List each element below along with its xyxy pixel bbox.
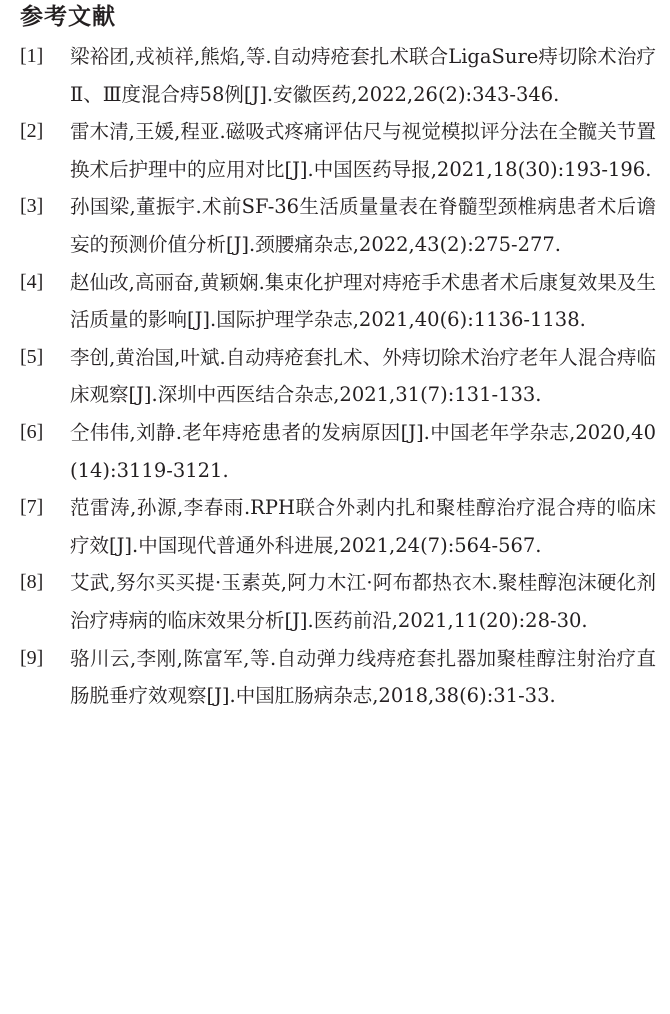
reference-item bbox=[20, 264, 656, 339]
reference-item bbox=[20, 640, 656, 715]
reference-number: [6] bbox=[20, 420, 44, 443]
reference-text: 仝伟伟,刘静.老年痔疮患者的发病原因[J].中国老年学杂志,2020,40(14):3119-3121. bbox=[70, 420, 656, 482]
reference-text: 孙国梁,董振宇.术前SF-36生活质量量表在脊髓型颈椎病患者术后谵妄的预测价值分析[J].颈腰痛杂志,2022,43(2):275-277. bbox=[70, 195, 656, 256]
reference-item bbox=[20, 564, 656, 639]
reference-item bbox=[20, 414, 656, 489]
reference-text: 骆川云,李刚,陈富军,等.自动弹力线痔疮套扎器加聚桂醇注射治疗直肠脱垂疗效观察[J].中国肛肠病杂志,2018,38(6):31-33. bbox=[70, 646, 656, 708]
reference-number: [8] bbox=[20, 571, 44, 594]
reference-list bbox=[20, 38, 656, 715]
reference-item bbox=[20, 489, 656, 564]
reference-text: 艾武,努尔买买提·玉素英,阿力木江·阿布都热衣木.聚桂醇泡沫硬化剂治疗痔病的临床效果分析[J].医药前沿,2021,11(20):28-30. bbox=[70, 571, 656, 632]
reference-item bbox=[20, 113, 656, 188]
reference-text: 李创,黄治国,叶斌.自动痔疮套扎术、外痔切除术治疗老年人混合痔临床观察[J].深圳中西医结合杂志,2021,31(7):131-133. bbox=[70, 345, 656, 407]
reference-text: 赵仙改,高丽奋,黄颖娴.集束化护理对痔疮手术患者术后康复效果及生活质量的影响[J].国际护理学杂志,2021,40(6):1136-1138. bbox=[70, 270, 656, 332]
reference-number: [3] bbox=[20, 195, 44, 218]
reference-item bbox=[20, 339, 656, 414]
reference-text: 范雷涛,孙源,李春雨.RPH联合外剥内扎和聚桂醇治疗混合痔的临床疗效[J].中国现代普通外科进展,2021,24(7):564-567. bbox=[70, 496, 656, 557]
reference-number: [5] bbox=[20, 345, 44, 368]
reference-text: 雷木清,王媛,程亚.磁吸式疼痛评估尺与视觉模拟评分法在全髋关节置换术后护理中的应用对比[J].中国医药导报,2021,18(30):193-196. bbox=[70, 120, 656, 181]
reference-number: [9] bbox=[20, 646, 44, 669]
reference-number: [7] bbox=[20, 496, 44, 519]
reference-item bbox=[20, 38, 656, 113]
reference-number: [1] bbox=[20, 45, 44, 67]
section-heading: 参考文献 bbox=[20, 4, 116, 30]
reference-number: [2] bbox=[20, 120, 44, 143]
reference-number: [4] bbox=[20, 270, 44, 293]
reference-text: 梁裕团,戎祯祥,熊焰,等.自动痔疮套扎术联合LigaSure痔切除术治疗Ⅱ、Ⅲ度混合痔58例[J].安徽医药,2022,26(2):343-346. bbox=[70, 45, 656, 106]
reference-item bbox=[20, 188, 656, 263]
